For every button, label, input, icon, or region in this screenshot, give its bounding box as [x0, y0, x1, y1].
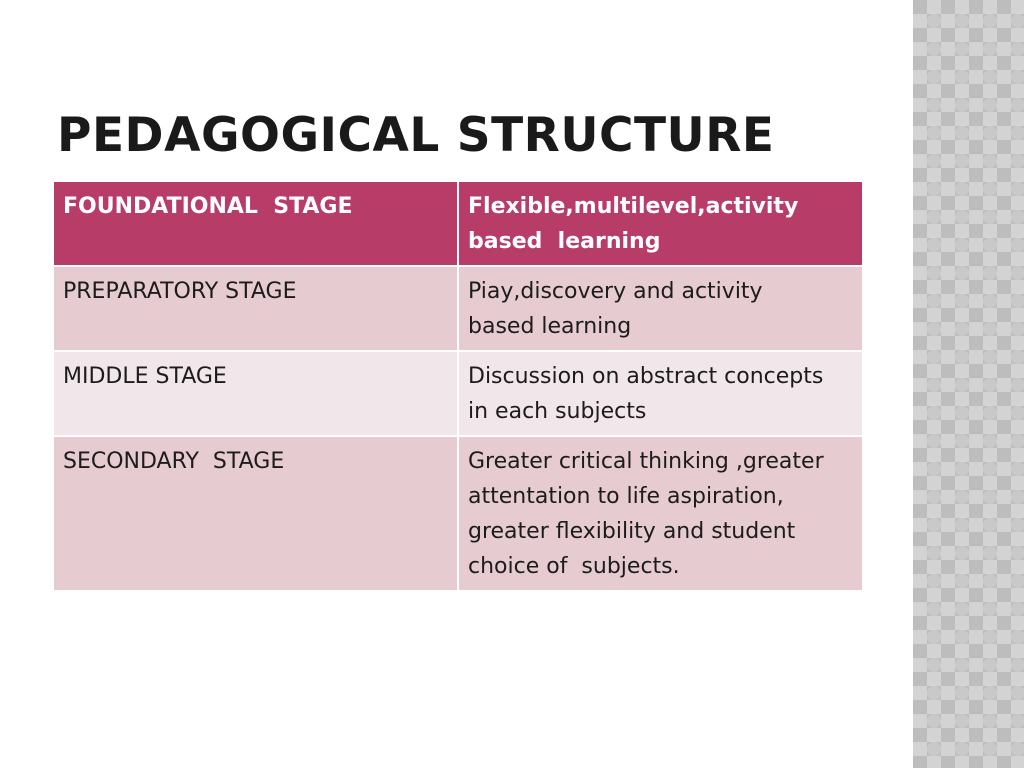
approach-text: Greater critical thinking ,greater attentation to life aspiration, greater flexibility and student choice of subjects.: [468, 449, 824, 579]
stage-cell: [53, 351, 458, 436]
approach-cell: [458, 266, 863, 351]
stage-label: PREPARATORY STAGE: [63, 279, 297, 304]
approach-cell: [458, 351, 863, 436]
approach-text: Flexible,multilevel,activity based learning: [468, 194, 799, 254]
pedagogical-structure-table: [52, 180, 864, 592]
table-row-middle: [53, 351, 863, 436]
stage-label: MIDDLE STAGE: [63, 364, 227, 389]
stage-cell: [53, 181, 458, 266]
table-row-foundational: [53, 181, 863, 266]
decorative-side-pattern: [913, 0, 1024, 768]
page-title: PEDAGOGICAL STRUCTURE: [57, 108, 775, 163]
table-row-preparatory: [53, 266, 863, 351]
stage-label: FOUNDATIONAL STAGE: [63, 194, 353, 219]
approach-text: Piay,discovery and activity based learning: [468, 279, 763, 339]
table-row-secondary: [53, 436, 863, 591]
approach-cell: [458, 181, 863, 266]
stage-label: SECONDARY STAGE: [63, 449, 285, 474]
stage-cell: [53, 266, 458, 351]
approach-text: Discussion on abstract concepts in each subjects: [468, 364, 824, 424]
approach-cell: [458, 436, 863, 591]
stage-cell: [53, 436, 458, 591]
